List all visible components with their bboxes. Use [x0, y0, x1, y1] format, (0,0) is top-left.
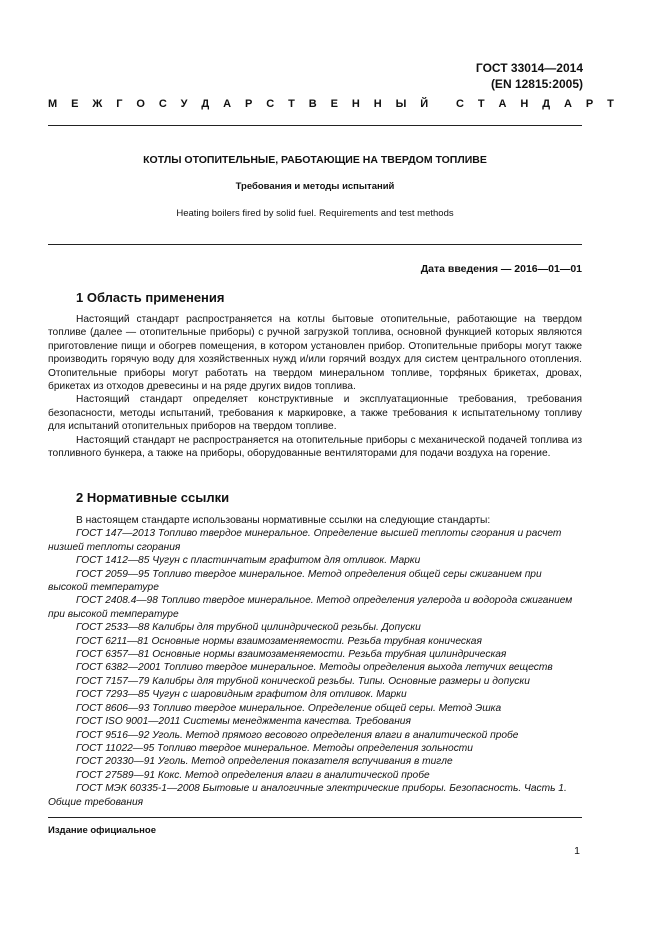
- letter: О: [136, 98, 145, 110]
- introduction-date: Дата введения — 2016—01—01: [420, 263, 582, 275]
- letter: Е: [330, 98, 338, 110]
- letter: Е: [71, 98, 79, 110]
- section1-heading: 1 Область применения: [76, 290, 225, 305]
- reference-item: ГОСТ 7293—85 Чугун с шаровидным графитом для отливок. Марки: [76, 689, 407, 701]
- document-header: [476, 60, 583, 92]
- document-subtitle: Требования и методы испытаний: [235, 181, 395, 192]
- letter: У: [180, 98, 188, 110]
- letter: А: [563, 98, 572, 110]
- section1-body: [48, 313, 582, 460]
- paragraph: Настоящий стандарт распространяется на котлы бытовые отопительные, работающие на твердом топливе (далее — отопительные приборы) с ручной загрузкой топлива, основной функцией которых являются приготовление пищи и обогрев помещения, в котором установлен прибор. Отопительные приборы могут также производить горячую воду для хозяйственных нужд и/или горячий воздух для систем центрального отопления. Отопительные приборы могут работать на твердом минеральном топливе, торфяных брикетах, дровах, брикетах из отходов древесины и на ряде других видов топлива.: [48, 314, 582, 393]
- letter: Н: [351, 98, 360, 110]
- reference-item: ГОСТ 2408.4—98 Топливо твердое минеральное. Метод определения углерода и водорода сжиганием при высокой температуре: [48, 595, 573, 620]
- letter: Ж: [92, 98, 103, 110]
- reference-item: ГОСТ 6382—2001 Топливо твердое минеральное. Методы определения выхода летучих веществ: [76, 662, 553, 674]
- reference-item: ГОСТ 147—2013 Топливо твердое минеральное. Определение высшей теплоты сгорания и расчет низшей теплоты сгорания: [48, 528, 562, 553]
- letter: С: [266, 98, 275, 110]
- top-divider: [48, 125, 582, 126]
- letter: А: [223, 98, 232, 110]
- reference-item: ГОСТ 20330—91 Уголь. Метод определения показателя вспучивания в тигле: [76, 756, 453, 768]
- letter: Г: [116, 98, 123, 110]
- letter: Д: [542, 98, 551, 110]
- letter: Т: [477, 98, 485, 110]
- paragraph: Настоящий стандарт не распространяется на отопительные приборы с механической подачей топлива из топливного бункера, а также на приборы, оборудованные вентиляторами для подачи воздуха на горение.: [48, 434, 582, 460]
- letter: С: [158, 98, 167, 110]
- edition-label: Издание официальное: [48, 825, 156, 836]
- letter: Д: [201, 98, 210, 110]
- letter: Ы: [395, 98, 407, 110]
- references-lead: В настоящем стандарте использованы нормативные ссылки на следующие стандарты:: [76, 515, 491, 526]
- letter: Н: [373, 98, 382, 110]
- paragraph: Настоящий стандарт определяет конструктивные и эксплуатационные требования, требования безопасности, методы испытаний, требования к маркировке, а также требования к испытательному топливу для испытаний отопительных приборов на твердом топливе.: [48, 394, 582, 433]
- reference-item: ГОСТ ISO 9001—2011 Системы менеджмента качества. Требования: [76, 716, 411, 728]
- reference-item: ГОСТ 2533—88 Калибры для трубной цилиндрической резьбы. Допуски: [76, 622, 421, 634]
- reference-item: ГОСТ 8606—93 Топливо твердое минеральное. Определение общей серы. Метод Эшка: [76, 702, 502, 714]
- reference-item: ГОСТ МЭК 60335-1—2008 Бытовые и аналогичные электрические приборы. Безопасность. Часть 1. Общие требования: [48, 783, 567, 808]
- standard-type: [48, 98, 614, 110]
- reference-item: ГОСТ 27589—91 Кокс. Метод определения влаги в аналитической пробе: [76, 769, 430, 781]
- page-number: 1: [574, 845, 580, 857]
- reference-item: ГОСТ 6357—81 Основные нормы взаимозаменяемости. Резьба трубная цилиндрическая: [76, 649, 507, 661]
- letter: Р: [585, 98, 594, 110]
- section2-heading: 2 Нормативные ссылки: [76, 490, 230, 505]
- reference-item: ГОСТ 7157—79 Калибры для трубной конической резьбы. Типы. Основные размеры и допуски: [76, 675, 530, 687]
- reference-item: ГОСТ 9516—92 Уголь. Метод прямого весового определения влаги в аналитической пробе: [76, 729, 519, 741]
- letter: Й: [420, 98, 429, 110]
- title-divider: [48, 244, 582, 245]
- letter: В: [308, 98, 317, 110]
- reference-item: ГОСТ 11022—95 Топливо твердое минеральное. Методы определения зольности: [76, 742, 473, 754]
- letter: Р: [245, 98, 253, 110]
- reference-item: ГОСТ 6211—81 Основные нормы взаимозаменяемости. Резьба трубная коническая: [76, 635, 482, 647]
- references-list: [48, 514, 582, 809]
- letter: Т: [288, 98, 295, 110]
- letter: Н: [520, 98, 529, 110]
- english-title: Heating boilers fired by solid fuel. Requirements and test methods: [176, 208, 454, 219]
- document-title: КОТЛЫ ОТОПИТЕЛЬНЫЕ, РАБОТАЮЩИЕ НА ТВЕРДОМ ТОПЛИВЕ: [143, 154, 487, 166]
- letter: А: [498, 98, 507, 110]
- letter: С: [456, 98, 464, 110]
- footer-divider: [48, 817, 582, 818]
- standard-code: ГОСТ 33014—2014: [475, 61, 583, 75]
- letter: Т: [607, 98, 614, 110]
- en-code: (EN 12815:2005): [490, 77, 583, 91]
- reference-item: ГОСТ 1412—85 Чугун с пластинчатым графитом для отливок. Марки: [76, 555, 421, 567]
- letter: М: [48, 98, 58, 110]
- reference-item: ГОСТ 2059—95 Топливо твердое минеральное. Метод определения общей серы сжиганием при высокой температуре: [48, 568, 542, 594]
